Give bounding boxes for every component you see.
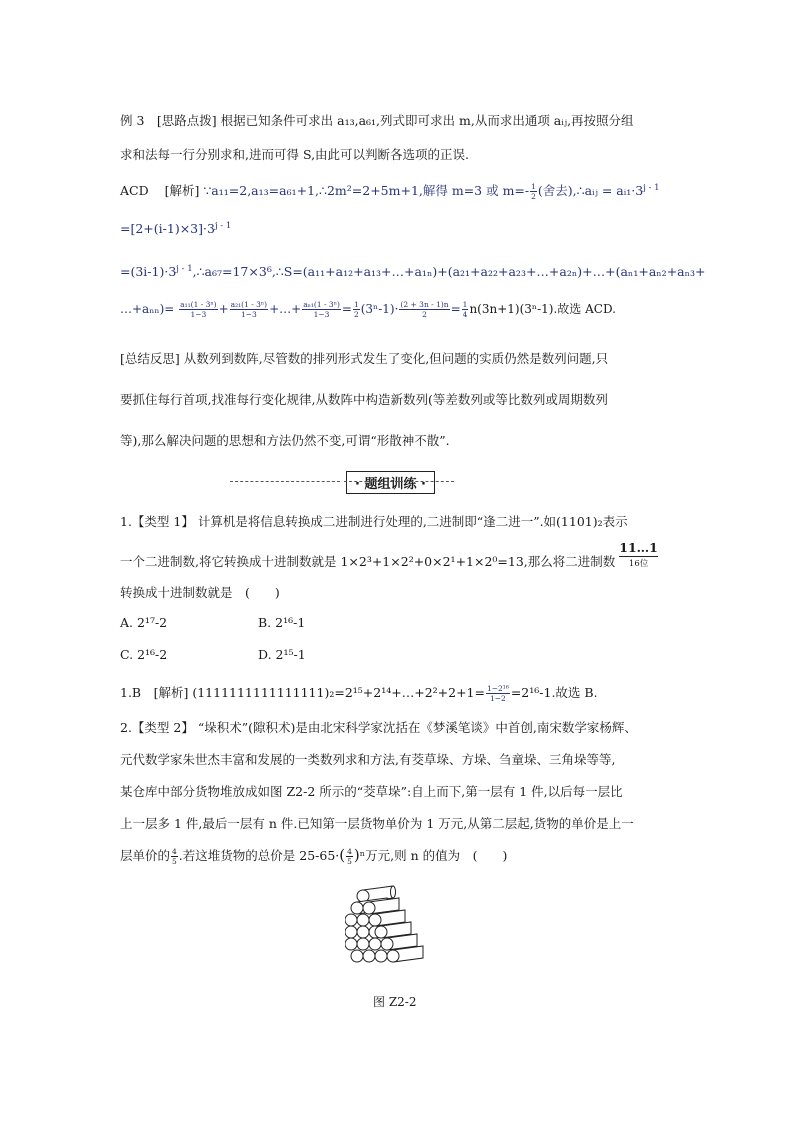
divider-dash-right bbox=[344, 481, 454, 482]
divider-dash-left bbox=[230, 481, 340, 482]
fraction: $\frac{\text{aₙ₁(1 - 3ⁿ)}}{1-3}$ bbox=[303, 299, 340, 319]
example-hint-line2: 求和法每一行分别求和,进而可得 S,由此可以判断各选项的正误. bbox=[120, 147, 470, 162]
q2-line2: 元代数学家朱世杰丰富和发展的一类数列求和方法,有茭草垛、方垛、刍童垛、三角垛等等, bbox=[120, 752, 616, 767]
q1-option-c: C. 2¹⁶-2 bbox=[120, 647, 168, 662]
exponent: j - 1 bbox=[176, 263, 193, 274]
summary-line2: 要抓住每行首项,找准每行变化规律,从数阵中构造新数列(等差数列或等比数列或周期数列 bbox=[120, 392, 608, 407]
solution-text: =[2+(i-1)×3]·3 bbox=[120, 221, 215, 236]
q1-option-b: B. 2¹⁶-1 bbox=[258, 615, 306, 630]
example-solution-line3 bbox=[120, 264, 706, 279]
q1-answer bbox=[120, 683, 598, 703]
summary-line3: 等),那么解决问题的思想和方法仍然不变,可谓“形散神不散”. bbox=[120, 433, 450, 448]
summary-line1: [总结反思] 从数列到数阵,尽管数的排列形式发生了变化,但问题的实质仍然是数列问题,只 bbox=[120, 351, 609, 366]
binary-digit-count: 16位 bbox=[619, 556, 658, 569]
q1-line3: 转换成十进制数就是 ( ) bbox=[120, 585, 280, 600]
solution-text: ∵a₁₁=2,a₁₃=a₆₁+1,∴2m²=2+5m+1,解得 m=3 或 m=- bbox=[203, 183, 530, 198]
fraction: $\frac{(2 + 3n - 1)n}{2}$ bbox=[400, 299, 449, 319]
example-hint-line1: 例 3 [思路点拨] 根据已知条件可求出 a₁₃,a₆₁,列式即可求出 m,从而求出通项 aᵢⱼ,再按照分组 bbox=[120, 113, 634, 128]
section-divider bbox=[230, 471, 454, 491]
log-stack-figure bbox=[345, 880, 445, 980]
fraction: $\frac{\text{a₁₁(1 - 3ⁿ)}}{1-3}$ bbox=[180, 299, 217, 319]
exponent: j - 1 bbox=[643, 182, 660, 193]
fraction: $\frac{1}{2}$ bbox=[531, 181, 536, 201]
q1-line1: 1.【类型 1】 计算机是将信息转换成二进制进行处理的,二进制即“逢二进一”.如(1101)₂表示 bbox=[120, 514, 628, 529]
fraction: $\frac{4}{5}$ bbox=[347, 846, 352, 866]
fraction: $\frac{4}{5}$ bbox=[172, 846, 177, 866]
q1-line2-text: 一个二进制数,将它转换成十进制数就是 1×2³+1×2²+0×2¹+1×2⁰=13,那么将二进制数 bbox=[120, 554, 616, 569]
answer-label: ACD bbox=[120, 183, 149, 198]
solution-text: =(3i-1)·3 bbox=[120, 264, 177, 279]
binary-number bbox=[619, 540, 658, 569]
q1-option-a: A. 2¹⁷-2 bbox=[120, 615, 168, 630]
solution-text: …+aₙₙ)= bbox=[120, 302, 175, 316]
q1-line2 bbox=[120, 540, 658, 570]
solution-text: (3ⁿ-1)· bbox=[360, 302, 399, 316]
example-solution-line1 bbox=[120, 181, 660, 201]
example-solution-line2 bbox=[120, 221, 231, 236]
fraction: $\frac{\text{1−2¹⁶}}{1-2}$ bbox=[486, 683, 509, 703]
fraction: $\frac{1}{2}$ bbox=[353, 299, 359, 319]
section-title: · 题组训练 · bbox=[346, 471, 435, 494]
q1-answer-text: 1.B [解析] (1111111111111111)₂=2¹⁵+2¹⁴+…+2²+2+1= bbox=[120, 685, 485, 700]
solution-text: n(3n+1)(3ⁿ-1).故选 ACD. bbox=[469, 302, 616, 316]
analysis-tag: [解析] bbox=[164, 183, 200, 198]
q1-option-d: D. 2¹⁵-1 bbox=[258, 647, 306, 662]
solution-text: ,∴a₆₇=17×3⁶,∴S=(a₁₁+a₁₂+a₁₃+…+a₁ₙ)+(a₂₁+a₂₂+a₂₃+…+a₂ₙ)+…+(aₙ₁+aₙ₂+aₙ₃+ bbox=[192, 264, 706, 279]
fraction: $\frac{\text{a₂₁(1 - 3ⁿ)}}{1-3}$ bbox=[230, 299, 268, 319]
fraction: $\frac{1}{4}$ bbox=[462, 299, 468, 319]
q2-line4: 上一层多 1 件,最后一层有 n 件.已知第一层货物单价为 1 万元,从第二层起,货物的单价是上一 bbox=[120, 816, 634, 831]
figure-caption: 图 Z2-2 bbox=[373, 995, 417, 1009]
exponent: j - 1 bbox=[214, 220, 232, 231]
q2-line3: 某仓库中部分货物堆放成如图 Z2-2 所示的“茭草垛”:自上而下,第一层有 1 件,以后每一层比 bbox=[120, 784, 623, 799]
q2-line5-text: ⁿ万元,则 n 的值为 ( ) bbox=[359, 848, 508, 863]
q2-line5-text: 层单价的 bbox=[120, 848, 171, 863]
q1-answer-text: =2¹⁶-1.故选 B. bbox=[510, 685, 598, 700]
q2-line5: 层单价的 $\frac{4}{5}$ .若这堆货物的总价是 25-65·( $\frac{4}{5}$ )ⁿ万元,则 n 的值为 ( ) bbox=[120, 846, 508, 866]
binary-digits: 11…1 bbox=[619, 540, 658, 555]
q2-line5-text: .若这堆货物的总价是 25-65· bbox=[178, 848, 340, 863]
example-solution-line4: …+aₙₙ)= $\frac{\text{a₁₁(1 - 3ⁿ)}}{1-3}$ + $\frac{\text{a₂₁(1 - 3ⁿ)}}{1-3}$ +…+ $\frac{\text{aₙ₁(1 - 3ⁿ)}}{1-3}$ = $\frac{1}{2}$ (3ⁿ-1)· $\frac{(2 + 3n - 1)n}{2}$ = $\frac{1}{4}$ n(3n+1)(3ⁿ-1).故选 ACD. bbox=[120, 299, 616, 319]
solution-text: (舍去),∴aᵢⱼ = aᵢ₁·3 bbox=[537, 183, 644, 198]
solution-text: +…+ bbox=[269, 302, 302, 316]
q2-line1: 2.【类型 2】 “垛积术”(隙积术)是由北宋科学家沈括在《梦溪笔谈》中首创,南宋数学家杨辉、 bbox=[120, 720, 637, 735]
